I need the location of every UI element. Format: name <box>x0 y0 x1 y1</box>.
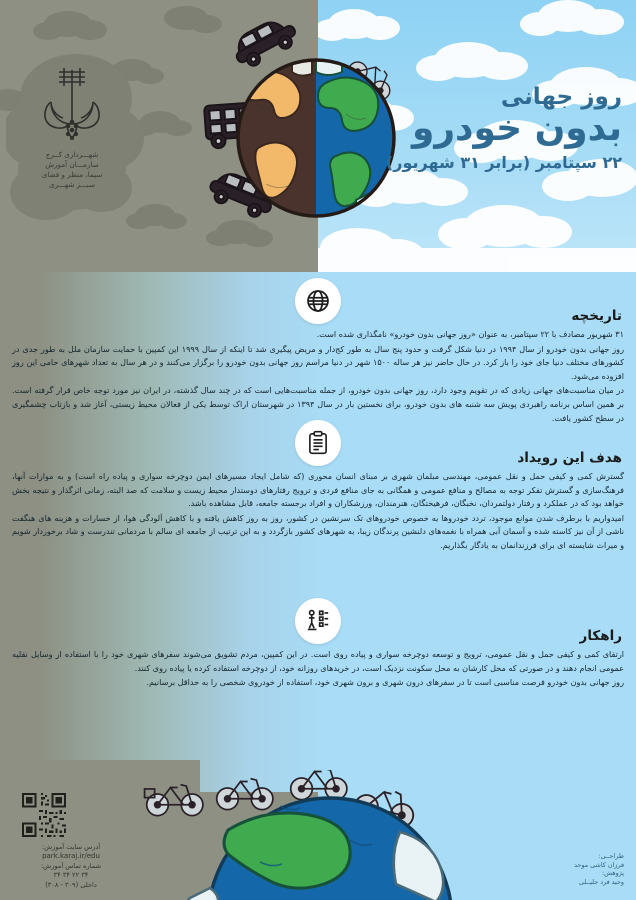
section-title-history: تاریخچه <box>571 308 622 324</box>
phone-extension: داخلی (۳۰۹ - ۳۰۸) <box>45 880 97 889</box>
phone-label: شماره تماس آموزش: <box>40 861 102 870</box>
goal-paragraph-2: امیدواریم با برطرف شدن موانع موجود، تردد خودروها به خصوص خودروهای تک سرنشین در کشور، روز به روز کاهش یافته و با کاهش آلودگی هوا، از خسارات و هزینه های هنگفت ناشی از آن نیز کاسته شده و آسمان آبی همراه با نغمه‌های دلنشین پرندگان زیبا، به شهرهای کشور بازگردد و به این ترتیب از جامعه ای سالم با مردمانی تندرست و شاد برخوردار شویم و میراث شایسته ای برای فرزندانمان به یادگار بگذاریم. <box>12 512 624 550</box>
research-name: وحید فرد جلیــلی <box>579 877 624 886</box>
footer-contact-block <box>6 843 136 890</box>
section-body-goal <box>12 470 624 554</box>
website-url[interactable]: park.karaj.ir/edu <box>42 852 100 861</box>
logo-line-2: سازمـــان آموزش <box>45 160 99 169</box>
presenter-checklist-icon <box>295 598 341 644</box>
section-title-solution: راهکار <box>579 628 622 644</box>
bicycles-and-earth-illustration <box>140 770 540 900</box>
title-date-line: ۲۲ سپتامبر (برابر ۳۱ شهریور) <box>385 153 622 172</box>
poster-title <box>386 84 622 174</box>
website-label: آدرس سایت آموزش: <box>41 843 101 851</box>
section-title-goal: هدف این رویداد <box>517 450 622 466</box>
karaj-emblem-icon <box>37 58 107 144</box>
solution-paragraph-1: ارتقای کمی و کیفی حمل و نقل عمومی، ترویج و توسعه دوچرخه سواری و پیاده روی است. در این کمپین، مردم تشویق می‌شوند سفرهای شهری خود را با استفاده از وسایل نقلیه عمومی انجام دهند و در صورتی که محل کارشان به محل سکونت نزدیک است، در خریدهای روزانه خود، از دوچرخه استفاده کرده یا پیاده روی کنند. <box>12 649 624 673</box>
history-paragraph-3: در میان مناسبت‌های جهانی زیادی که در تقویم وجود دارد، روز جهانی بدون خودرو، از جمله مناسبت‌هایی است که در چند سال گذشته، در ایران نیز مورد توجه خاص قرار گرفته است. بر همین اساس برنامه راهبردی پویش سه شنبه های بدون خودرو، برای نخستین بار در سال ۱۳۹۴ در شهرستان اراک توسط یکی از فعالان محیط زیستی، آغاز شد و بازتاب چشمگیری در سطح کشور یافت. <box>12 385 624 423</box>
section-body-solution <box>12 648 624 691</box>
logo-line-1: شهـــرداری کــرج <box>45 150 99 159</box>
credits-block <box>574 852 624 886</box>
history-paragraph-2: روز جهانی بدون خودرو از سال ۱۹۹۴ در دنیا شکل گرفت و حدود پنج سال به طور کج‌دار و مریض پیگیری شد تا اینکه از سال ۱۹۹۹ این کمپین با حمایت سازمان ملل به طور جدی در کشورهای مختلف دنیا جای خود را باز کرد. در حال حاضر نیز هر ساله ۱۵۰۰ شهر در دنیا مراسم روز جهانی بدون خودرو را برگزار می‌کنند و در هر سال به تعداد شهرهای حامی این روز افزوده می‌شود. <box>12 343 624 381</box>
title-line-2: بدون خودرو <box>411 108 622 149</box>
logo-text-block <box>22 150 122 190</box>
organization-logo <box>22 58 122 190</box>
history-paragraph-1: ۳۱ شهریور مصادف با ۲۲ سپتامبر، به عنوان «روز جهانی بدون خودرو» نامگذاری شده است. <box>316 329 624 339</box>
title-line-1: روز جهانی <box>500 84 622 110</box>
design-name: فرزان کاشی موحد <box>574 860 624 869</box>
design-label: طراحــی: <box>598 852 624 860</box>
section-body-history <box>12 328 624 426</box>
solution-paragraph-2: روز جهانی بدون خودرو فرصت مناسبی است تا در سفرهای درون شهری و برون شهری خود، استفاده از خودروی شخصی را به حداقل برسانیم. <box>146 677 624 688</box>
globe-icon <box>295 278 341 324</box>
logo-line-4: سبـــز شهـــری <box>48 180 95 189</box>
research-label: پژوهش: <box>601 869 624 878</box>
clipboard-icon <box>295 420 341 466</box>
qr-code[interactable] <box>22 793 66 837</box>
logo-line-3: سیما، منظر و فضای <box>41 170 103 179</box>
goal-paragraph-1: گسترش کمی و کیفی حمل و نقل عمومی، مهندسی مبلمان شهری بر مبنای انسان محوری (که شامل ایجاد مسیرهای ایمن دوچرخه سواری و پیاده راه است) و به موازات آنها، فرهنگ‌سازی و گسترش تفکر توجه به مصالح و منافع عمومی و همگانی به جای منافع فردی و ترویج رفتارهای دوستدار محیط زیست و سلامت که صد البته، زمانی اثرگذار و نتیجه بخش خواهد بود که در عملکرد و رفتار دولتمردان، نخبگان، فرهیختگان، هنرمندان، ورزشکاران و افراد برجسته جامعه، قابل مشاهده باشد. <box>12 471 624 509</box>
phone-number: ۳۴ ۲۲ ۳۴ ۳۴ <box>53 871 89 880</box>
